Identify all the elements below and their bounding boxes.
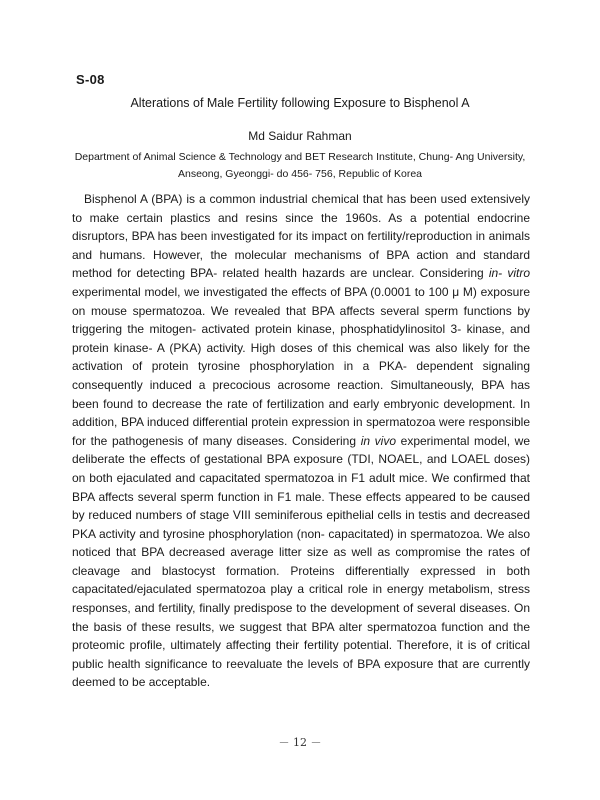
abstract-italic-in-vivo: in vivo <box>360 433 397 448</box>
affiliation-line-2: Anseong, Gyeonggi- do 456- 756, Republic of Korea <box>178 168 422 180</box>
page-number: － 12 － <box>278 736 322 749</box>
abstract-title: Alterations of Male Fertility following Exposure to Bisphenol A <box>130 96 470 110</box>
abstract-text-1: Bisphenol A (BPA) is a common industrial chemical that has been used extensively to make certain plastics and resins since the 1960s. As a potential endocrine disruptors, BPA has been investigated for its impact on fertility/reproduction in animals and humans. However, the molecular mechanisms of BPA action and standard method for detecting BPA- related health hazards are unclear. Considering <box>72 192 530 281</box>
author-affiliation <box>60 149 540 183</box>
author-name: Md Saidur Rahman <box>248 129 352 143</box>
abstract-code: S-08 <box>76 72 105 87</box>
abstract-italic-in-vitro: in- vitro <box>488 266 530 281</box>
affiliation-line-1: Department of Animal Science & Technology and BET Research Institute, Chung- Ang University, <box>74 151 526 163</box>
abstract-body <box>72 190 530 692</box>
abstract-text-2: experimental model, we investigated the effects of BPA (0.0001 to 100 μ M) exposure on mouse spermatozoa. We revealed that BPA affects several sperm functions by triggering the mitogen- activated protein kinase, phosphatidylinositol 3- kinase, and protein kinase- A (PKA) activity. High doses of this chemical was also likely for the activation of protein tyrosine phosphorylation in a PKA- dependent signaling consequently induced a precocious acrosome reaction. Simultaneously, BPA has been found to decrease the rate of fertilization and early embryonic development. In addition, BPA induced differential protein expression in spermatozoa were responsible for the pathogenesis of many diseases. Considering <box>72 284 530 448</box>
abstract-text-3: experimental model, we deliberate the effects of gestational BPA exposure (TDI, NOAEL, and LOAEL doses) on both ejaculated and capacitated spermatozoa in F1 adult mice. We confirmed that BPA affects several sperm function in F1 male. These effects appeared to be caused by reduced numbers of stage VIII seminiferous epithelial cells in testis and decreased PKA activity and tyrosine phosphorylation (non- capacitated) in spermatozoa. We also noticed that BPA decreased average litter size as well as compromise the rates of cleavage and blastocyst formation. Proteins differentially expressed in both capacitated/ejaculated spermatozoa play a critical role in energy metabolism, stress responses, and fertility, finally predispose to the development of several diseases. On the basis of these results, we suggest that BPA alter spermatozoa function and the proteomic profile, ultimately affecting their fertility potential. Therefore, it is of critical public health significance to reevaluate the levels of BPA exposure that are currently deemed to be acceptable. <box>72 433 531 690</box>
